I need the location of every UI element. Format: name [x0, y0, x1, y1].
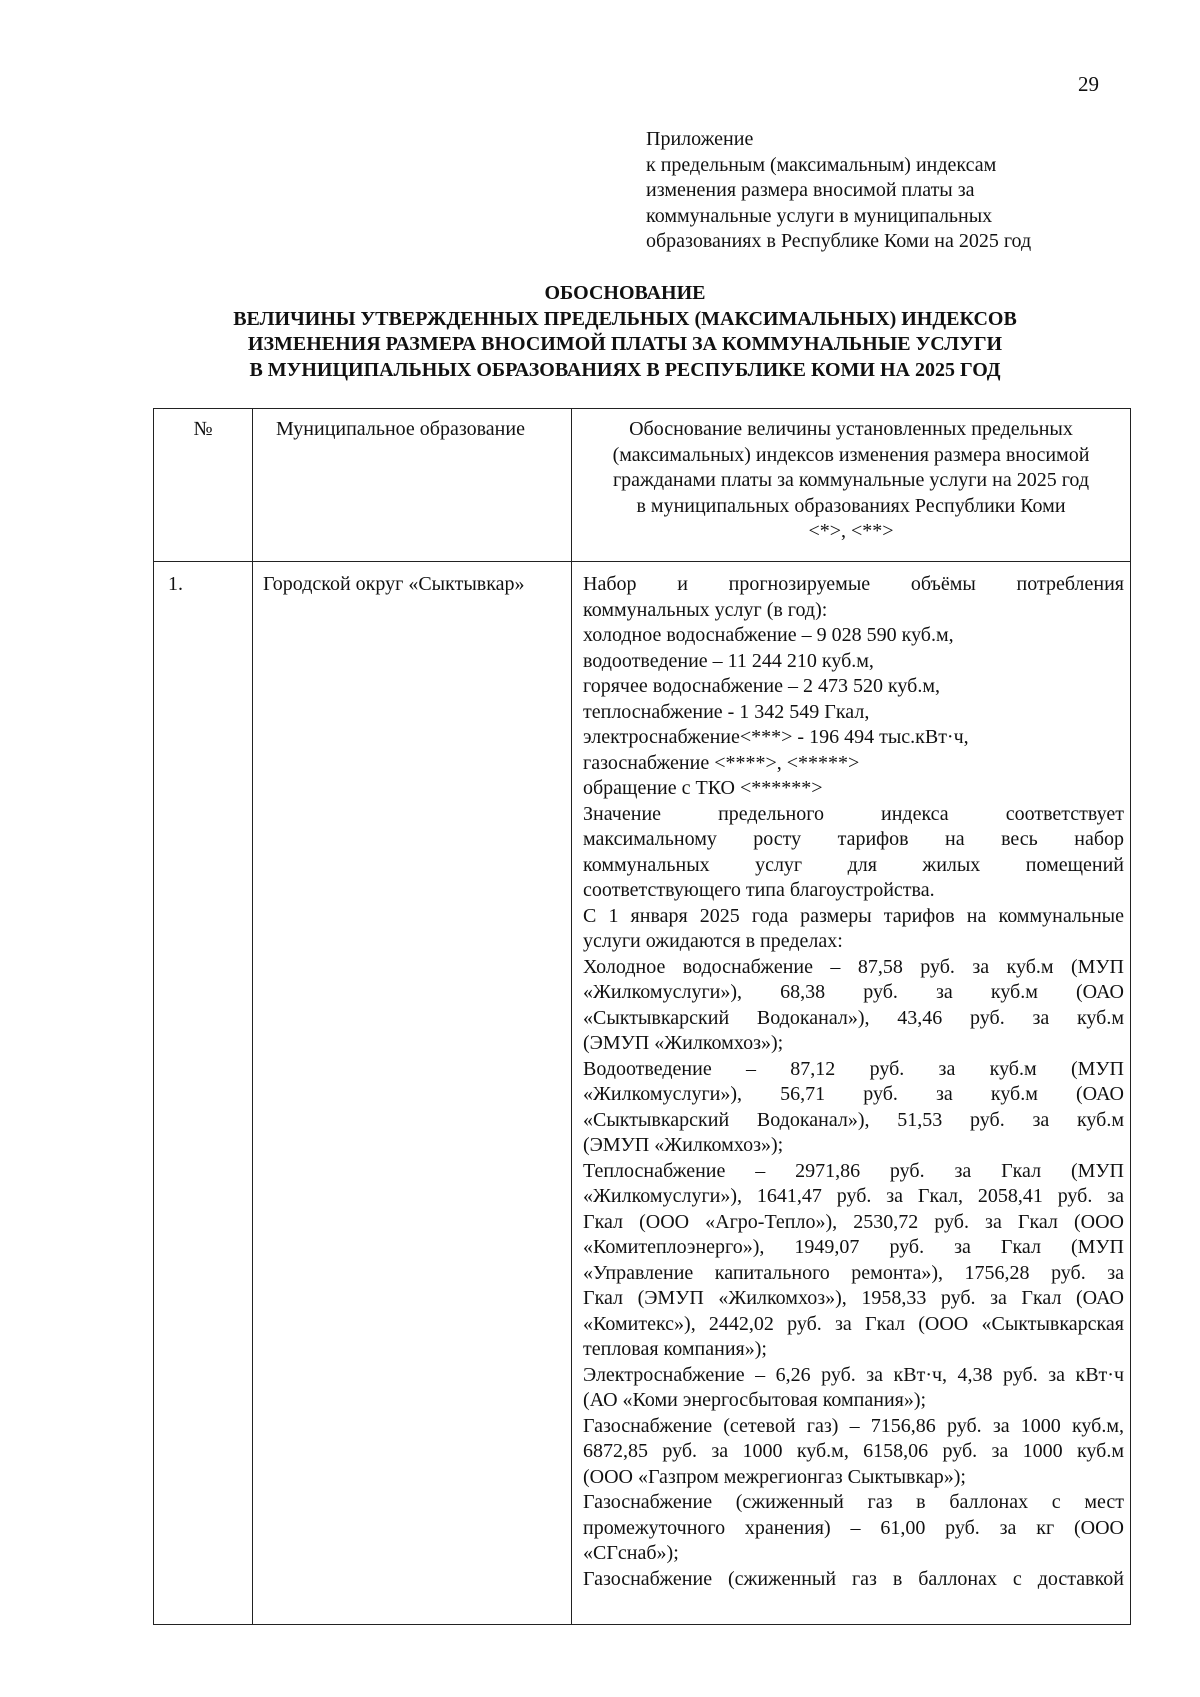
justification-text-line: водоотведение – 11 244 210 куб.м,	[583, 649, 874, 672]
justification-text-line: (ЭМУП «Жилкомхоз»);	[583, 1032, 784, 1054]
justification-text-line: Газоснабжение (сжиженный газ в баллонах с доставкой	[583, 1567, 1124, 1590]
table-row	[154, 562, 1131, 1625]
justification-text-line: Теплоснабжение – 2971,86 руб. за Гкал (МУП	[583, 1159, 1124, 1182]
justification-text-line: Водоотведение – 87,12 руб. за куб.м (МУП	[583, 1057, 1124, 1080]
justification-text-line: холодное водоснабжение – 9 028 590 куб.м,	[583, 624, 954, 646]
header-number: №	[154, 409, 253, 562]
title-line: ОБОСНОВАНИЕ	[544, 282, 706, 304]
justification-text-line: «Сыктывкарский Водоканал»), 43,46 руб. за куб.м	[583, 1006, 1124, 1029]
justification-text-line: «СГснаб»);	[583, 1542, 679, 1564]
justification-text-line: Гкал (ЭМУП «Жилкомхоз»), 1958,33 руб. за Гкал (ОАО	[583, 1287, 1124, 1309]
title-line: ИЗМЕНЕНИЯ РАЗМЕРА ВНОСИМОЙ ПЛАТЫ ЗА КОММУНАЛЬНЫЕ УСЛУГИ	[247, 333, 1003, 355]
justification-text-line: электроснабжение<***> - 196 494 тыс.кВт·ч,	[583, 726, 969, 748]
justification-text-line: соответствующего типа благоустройства.	[583, 879, 935, 901]
page-number: 29	[1078, 72, 1099, 96]
justification-text-line: Гкал (ООО «Агро-Тепло»), 2530,72 руб. за Гкал (ООО	[583, 1210, 1124, 1233]
header-justification-line: (максимальных) индексов изменения размера вносимой	[612, 443, 1090, 466]
row-municipality: Городской округ «Сыктывкар»	[253, 562, 572, 1625]
justification-text-line: «Сыктывкарский Водоканал»), 51,53 руб. за куб.м	[583, 1108, 1124, 1131]
justification-text-line: теплоснабжение - 1 342 549 Гкал,	[583, 700, 870, 723]
header-justification-line: Обоснование величины установленных предельных	[629, 418, 1073, 440]
justification-text-line: (АО «Коми энергосбытовая компания»);	[583, 1389, 927, 1411]
justification-text-line: коммунальных услуг (в год):	[583, 598, 828, 621]
justification-text-line: максимальному росту тарифов на весь набор	[583, 828, 1124, 850]
header-justification-line: <*>, <**>	[808, 520, 894, 542]
justification-text-line: промежуточного хранения) – 61,00 руб. за кг (ООО	[583, 1516, 1124, 1539]
justification-text-line: тепловая компания»);	[583, 1338, 767, 1360]
row-justification	[572, 562, 1131, 1625]
row-number: 1.	[154, 562, 253, 1625]
justification-text-line: «Комитекс»), 2442,02 руб. за Гкал (ООО «Сыктывкарская	[583, 1312, 1124, 1335]
appendix-line: Приложение	[646, 128, 754, 150]
justification-text-line: «Комитеплоэнерго»), 1949,07 руб. за Гкал (МУП	[583, 1236, 1124, 1258]
justification-text-line: «Жилкомуслуги»), 56,71 руб. за куб.м (ОАО	[583, 1083, 1124, 1105]
justification-text-line: «Управление капитального ремонта»), 1756,28 руб. за	[583, 1261, 1124, 1284]
justification-text-line: Электроснабжение – 6,26 руб. за кВт·ч, 4,38 руб. за кВт·ч	[583, 1363, 1124, 1386]
justification-text-line: Набор и прогнозируемые объёмы потребления	[583, 573, 1124, 595]
justification-text-line: (ЭМУП «Жилкомхоз»);	[583, 1134, 784, 1156]
document-title	[150, 281, 1100, 383]
appendix-line: изменения размера вносимой платы за	[646, 179, 975, 201]
justification-text-line: услуги ожидаются в пределах:	[583, 930, 843, 952]
appendix-line: к предельным (максимальным) индексам	[646, 153, 997, 176]
header-justification-line: гражданами платы за коммунальные услуги на 2025 год	[612, 469, 1090, 491]
justification-text-line: (ООО «Газпром межрегионгаз Сыктывкар»);	[583, 1465, 966, 1488]
justification-text-line: Холодное водоснабжение – 87,58 руб. за куб.м (МУП	[583, 955, 1124, 978]
appendix-note	[646, 127, 1126, 255]
appendix-line: коммунальные услуги в муниципальных	[646, 204, 993, 227]
header-justification-line: в муниципальных образованиях Республики Коми	[636, 494, 1066, 517]
justification-text-line: горячее водоснабжение – 2 473 520 куб.м,	[583, 675, 940, 697]
title-line: В МУНИЦИПАЛЬНЫХ ОБРАЗОВАНИЯХ В РЕСПУБЛИКЕ КОМИ НА 2025 ГОД	[249, 358, 1001, 381]
justification-text-line: газоснабжение <****>, <*****>	[583, 751, 860, 774]
header-justification	[572, 409, 1131, 562]
justification-text-line: «Жилкомуслуги»), 1641,47 руб. за Гкал, 2058,41 руб. за	[583, 1185, 1124, 1207]
justification-text-line: С 1 января 2025 года размеры тарифов на коммунальные	[583, 904, 1124, 927]
appendix-line: образованиях в Республике Коми на 2025 год	[646, 230, 1032, 252]
justification-text-line: Значение предельного индекса соответствует	[583, 802, 1124, 825]
justification-text-line: коммунальных услуг для жилых помещений	[583, 853, 1124, 876]
title-line: ВЕЛИЧИНЫ УТВЕРЖДЕННЫХ ПРЕДЕЛЬНЫХ (МАКСИМАЛЬНЫХ) ИНДЕКСОВ	[233, 307, 1017, 330]
table-header-row	[154, 409, 1131, 562]
justification-table	[153, 408, 1131, 1625]
justification-text-line: 6872,85 руб. за 1000 куб.м, 6158,06 руб. за 1000 куб.м	[583, 1440, 1124, 1462]
justification-text-line: «Жилкомуслуги»), 68,38 руб. за куб.м (ОАО	[583, 981, 1124, 1003]
justification-text-line: обращение с ТКО <******>	[583, 777, 823, 799]
justification-text-line: Газоснабжение (сетевой газ) – 7156,86 руб. за 1000 куб.м,	[583, 1414, 1124, 1437]
header-municipality: Муниципальное образование	[253, 409, 572, 562]
justification-text-line: Газоснабжение (сжиженный газ в баллонах с мест	[583, 1491, 1124, 1513]
